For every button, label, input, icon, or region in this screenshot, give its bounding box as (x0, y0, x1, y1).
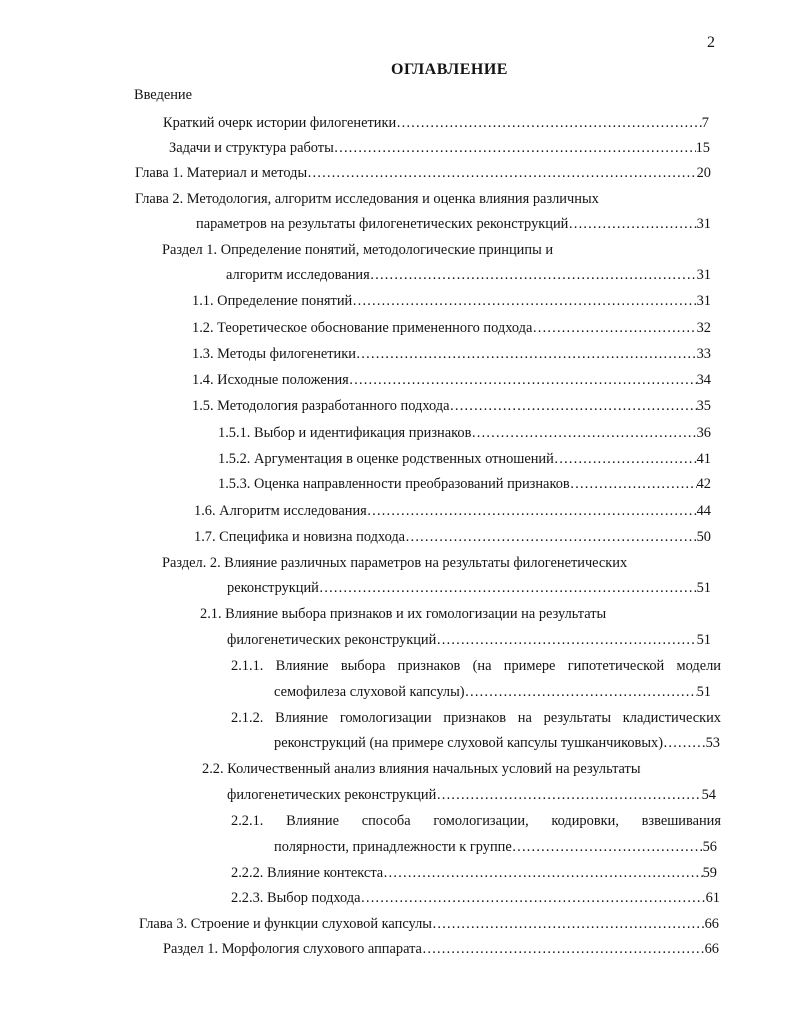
toc-entry-text: 1.6. Алгоритм исследования (194, 503, 367, 519)
toc-entry-page: 35 (696, 398, 711, 414)
toc-entry (227, 786, 716, 804)
toc-entry-page: 31 (696, 216, 711, 232)
toc-entry-page: 56 (702, 839, 717, 855)
toc-entry (227, 579, 711, 597)
toc-entry-text: 1.5.2. Аргументация в оценке родственных отношений (218, 451, 554, 467)
toc-entry-line1: 2.1. Влияние выбора признаков и их гомологизации на результаты (200, 606, 607, 622)
toc-entry-page: 44 (696, 503, 711, 519)
toc-entry-page: 33 (696, 346, 711, 362)
toc-entry (192, 371, 711, 389)
toc-entry-page: 53 (705, 735, 720, 751)
toc-entry-text: 1.1. Определение понятий (192, 293, 353, 309)
toc-entry-text: семофилеза слуховой капсулы) (274, 684, 465, 700)
toc-entry-text: реконструкций (227, 580, 319, 596)
toc-entry-text: Глава 1. Материал и методы (135, 165, 308, 181)
toc-entry-page: 7 (701, 115, 709, 131)
toc-entry (192, 397, 711, 415)
toc-entry-text: Раздел 1. Морфология слухового аппарата (163, 941, 422, 957)
toc-entry-line1: Раздел. 2. Влияние различных параметров на результаты филогенетических (162, 555, 628, 571)
toc-entry-page: 15 (695, 140, 710, 156)
toc-entry-text: 1.5.1. Выбор и идентификация признаков (218, 425, 472, 441)
toc-entry-text: 1.3. Методы филогенетики (192, 346, 356, 362)
toc-entry (231, 864, 717, 882)
toc-entry-line1: 2.2. Количественный анализ влияния начальных условий на результаты (202, 761, 641, 777)
toc-entry-text: алгоритм исследования (226, 267, 370, 283)
toc-entry (163, 114, 709, 132)
toc-entry (192, 319, 711, 337)
toc-entry-page: 51 (696, 684, 711, 700)
toc-entry (196, 215, 711, 233)
toc-entry-text: параметров на результаты филогенетических реконструкций (196, 216, 569, 232)
toc-entry-line1: 2.1.1. Влияние выбора признаков (на примере гипотетической модели (231, 658, 721, 674)
toc-entry (218, 450, 711, 468)
toc-entry-page: 32 (696, 320, 711, 336)
toc-entry-text: 2.2.2. Влияние контекста (231, 865, 384, 881)
toc-entry-line1: Глава 2. Методология, алгоритм исследования и оценка влияния различных (135, 191, 599, 207)
toc-entry-text: Задачи и структура работы (169, 140, 334, 156)
toc-entry (218, 424, 711, 442)
page-title: ОГЛАВЛЕНИЕ (391, 61, 508, 78)
toc-entry-page: 31 (696, 267, 711, 283)
toc-entry (218, 475, 711, 493)
toc-intro: Введение (134, 87, 193, 103)
toc-entry-text: 2.2.3. Выбор подхода (231, 890, 361, 906)
toc-entry-page: 51 (696, 580, 711, 596)
toc-entry (274, 838, 717, 856)
toc-entry-text: Глава 3. Строение и функции слуховой капсулы (139, 916, 432, 932)
toc-entry (226, 266, 711, 284)
toc-entry-page: 54 (701, 787, 716, 803)
toc-entry-text: филогенетических реконструкций (227, 632, 437, 648)
toc-entry (231, 889, 720, 907)
toc-entry-page: 51 (696, 632, 711, 648)
toc-entry (139, 915, 719, 933)
toc-entry-page: 41 (696, 451, 711, 467)
toc-entry-page: 34 (696, 372, 711, 388)
toc-entry-text: 1.2. Теоретическое обоснование примененного подхода (192, 320, 533, 336)
toc-entry (227, 631, 711, 649)
toc-entry (194, 502, 711, 520)
toc-entry (194, 528, 711, 546)
toc-entry-page: 50 (696, 529, 711, 545)
toc-entry-page: 42 (696, 476, 711, 492)
toc-entry-page: 36 (696, 425, 711, 441)
toc-entry-text: Краткий очерк истории филогенетики (163, 115, 397, 131)
toc-entry (274, 683, 711, 701)
toc-entry-text: 1.7. Специфика и новизна подхода (194, 529, 406, 545)
toc-entry-page: 66 (704, 941, 719, 957)
toc-entry (274, 734, 720, 752)
toc-entry-text: 1.5.3. Оценка направленности преобразований признаков (218, 476, 570, 492)
toc-entry-line1: Раздел 1. Определение понятий, методологические принципы и (162, 242, 554, 258)
toc-entry-page: 31 (696, 293, 711, 309)
toc-entry (135, 164, 711, 182)
toc-entry-line1: 2.2.1. Влияние способа гомологизации, кодировки, взвешивания (231, 813, 721, 829)
toc-entry (192, 292, 711, 310)
toc-entry (192, 345, 711, 363)
toc-entry-page: 66 (704, 916, 719, 932)
toc-entry-text: 1.4. Исходные положения (192, 372, 349, 388)
toc-entry-text: 1.5. Методология разработанного подхода (192, 398, 450, 414)
toc-entry-page: 20 (696, 165, 711, 181)
toc-entry-page: 61 (705, 890, 720, 906)
toc-entry (169, 139, 710, 157)
toc-entry-text: филогенетических реконструкций (227, 787, 437, 803)
page-number: 2 (707, 34, 715, 51)
toc-entry (163, 940, 719, 958)
toc-entry-text: полярности, принадлежности к группе (274, 839, 512, 855)
toc-entry-page: 59 (702, 865, 717, 881)
toc-entry-line1: 2.1.2. Влияние гомологизации признаков на результаты кладистических (231, 710, 721, 726)
toc-entry-text: реконструкций (на примере слуховой капсулы тушканчиковых) (274, 735, 663, 751)
